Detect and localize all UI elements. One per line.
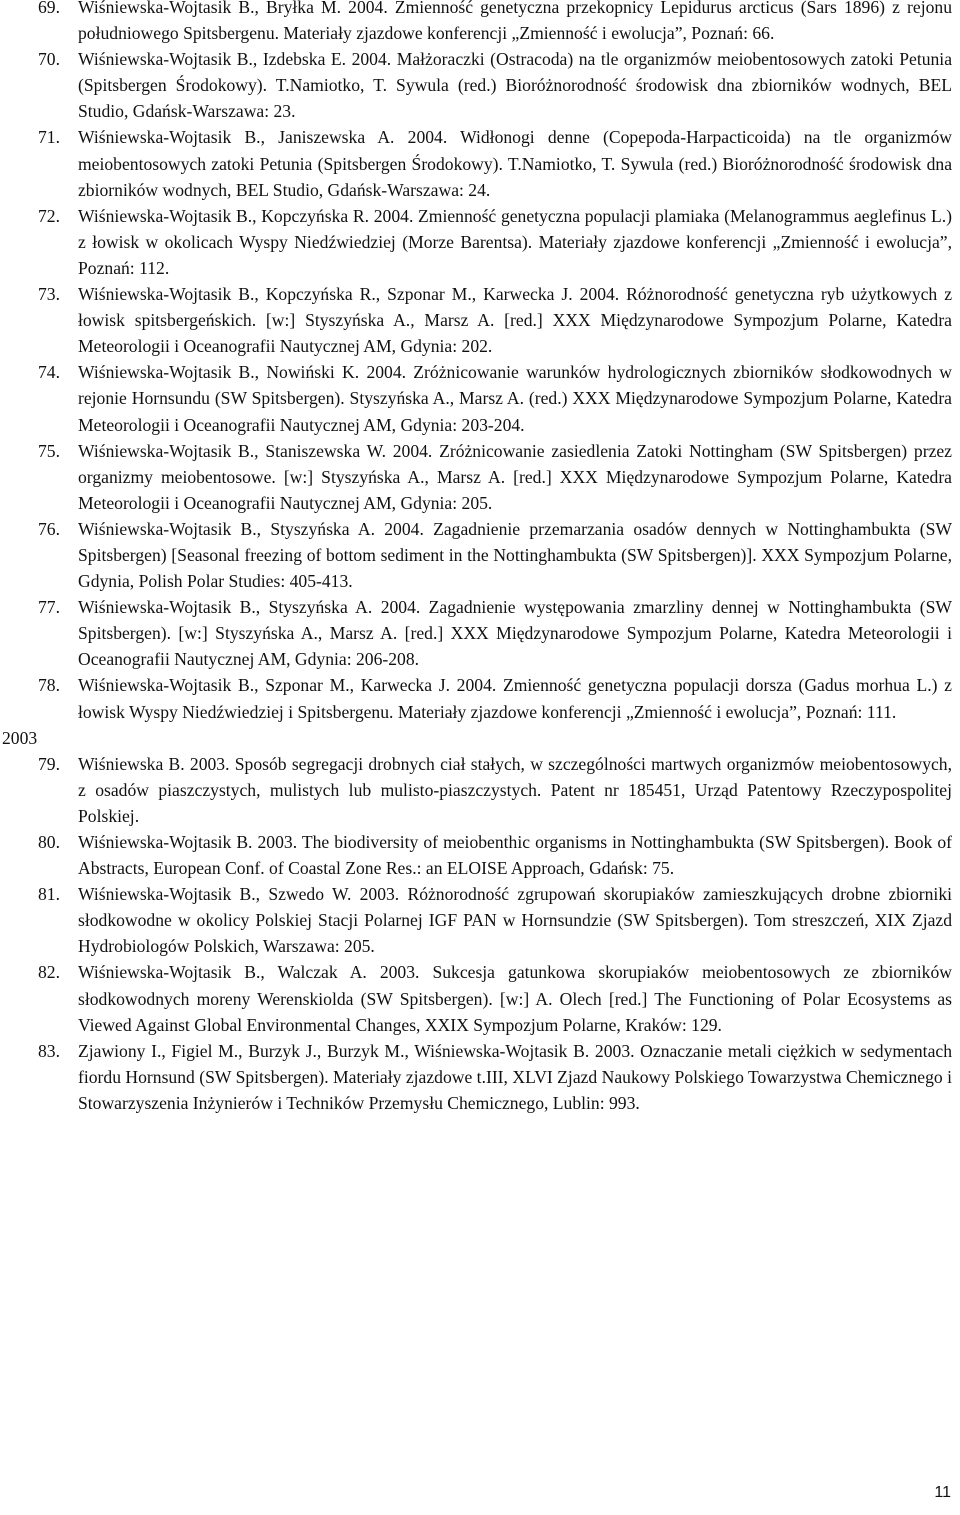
reference-entry: [0, 46, 960, 124]
reference-text: Wiśniewska-Wojtasik B., Nowiński K. 2004. Zróżnicowanie warunków hydrologicznych zbiorników słodkowodnych w rejonie Hornsundu (SW Spitsbergen). Styszyńska A., Marsz A. (red.) XXX Międzynarodowe Sympozjum Polarne, Katedra Meteorologii i Oceanografii Nautycznej AM, Gdynia: 203-204.: [78, 362, 952, 435]
reference-number: 83.: [38, 1040, 60, 1061]
reference-text: Wiśniewska-Wojtasik B., Kopczyńska R., Szponar M., Karwecka J. 2004. Różnorodność genetyczna ryb użytkowych z łowisk spitsbergeńskich. [w:] Styszyńska A., Marsz A. [red.] XXX Międzynarodowe Sympozjum Polarne, Katedra Meteorologii i Oceanografii Nautycznej AM, Gdynia: 202.: [78, 284, 952, 357]
reference-entry: [0, 0, 960, 46]
reference-number: 81.: [38, 884, 60, 905]
reference-text: Zjawiony I., Figiel M., Burzyk J., Burzyk M., Wiśniewska-Wojtasik B. 2003. Oznaczanie metali ciężkich w sedymentach fiordu Hornsund (SW Spitsbergen). Materiały zjazdowe t.III, XLVI Zjazd Naukowy Polskiego Towarzystwa Chemicznego i Stowarzyszenia Inżynierów i Techników Przemysłu Chemicznego, Lublin: 993.: [78, 1040, 952, 1113]
reference-entry: [0, 438, 960, 516]
reference-number: 73.: [38, 284, 60, 305]
reference-entry: [0, 516, 960, 594]
reference-number: 74.: [38, 362, 60, 383]
reference-text: Wiśniewska-Wojtasik B., Styszyńska A. 2004. Zagadnienie występowania zmarzliny dennej w Nottinghambukta (SW Spitsbergen). [w:] Styszyńska A., Marsz A. [red.] XXX Międzynarodowe Sympozjum Polarne, Katedra Meteorologii i Oceanografii Nautycznej AM, Gdynia: 206-208.: [78, 597, 952, 670]
reference-text: Wiśniewska-Wojtasik B., Szwedo W. 2003. Różnorodność zgrupowań skorupiaków zamieszkujących drobne zbiorniki słodkowodne w okolicy Polskiej Stacji Polarnej IGF PAN w Hornsundzie (SW Spitsbergen). Tom streszczeń, XIX Zjazd Hydrobiologów Polskich, Warszawa: 205.: [78, 884, 952, 957]
reference-entry: [0, 829, 960, 881]
reference-number: 72.: [38, 205, 60, 226]
reference-number: 71.: [38, 127, 60, 148]
reference-number: 78.: [38, 675, 60, 696]
reference-number: 77.: [38, 597, 60, 618]
reference-number: 70.: [38, 49, 60, 70]
reference-number: 79.: [38, 753, 60, 774]
reference-text: Wiśniewska-Wojtasik B., Staniszewska W. 2004. Zróżnicowanie zasiedlenia Zatoki Nottingham (SW Spitsbergen) przez organizmy meiobentosowe. [w:] Styszyńska A., Marsz A. [red.] XXX Międzynarodowe Sympozjum Polarne, Katedra Meteorologii i Oceanografii Nautycznej AM, Gdynia: 205.: [78, 440, 952, 513]
reference-number: 69.: [38, 0, 60, 17]
reference-entry: [0, 959, 960, 1037]
reference-text: Wiśniewska-Wojtasik B., Walczak A. 2003. Sukcesja gatunkowa skorupiaków meiobentosowych ze zbiorników słodkowodnych moreny Werenskiolda (SW Spitsbergen). [w:] A. Olech [red.] The Functioning of Polar Ecosystems as Viewed Against Global Environmental Changes, XXIX Sympozjum Polarne, Kraków: 129.: [78, 962, 952, 1035]
reference-text: Wiśniewska-Wojtasik B., Styszyńska A. 2004. Zagadnienie przemarzania osadów dennych w Nottinghambukta (SW Spitsbergen) [Seasonal freezing of bottom sediment in the Nottinghambukta (SW Spitsbergen)]. XXX Sympozjum Polarne, Gdynia, Polish Polar Studies: 405-413.: [78, 518, 952, 592]
reference-entry: [0, 881, 960, 959]
reference-text: Wiśniewska-Wojtasik B., Izdebska E. 2004. Małżoraczki (Ostracoda) na tle organizmów meiobentosowych zatoki Petunia (Spitsbergen Środokowy). T.Namiotko, T. Sywula (red.) Bioróżnorodność środowisk dna zbiorników wodnych, BEL Studio, Gdańsk-Warszawa: 23.: [78, 49, 952, 122]
reference-entry: [0, 281, 960, 359]
year-heading: 2003: [2, 727, 38, 748]
reference-number: 76.: [38, 518, 60, 539]
reference-text: Wiśniewska-Wojtasik B., Bryłka M. 2004. Zmienność genetyczna przekopnicy Lepidurus arcticus (Sars 1896) z rejonu południowego Spitsbergenu. Materiały zjazdowe konferencji „Zmienność i ewolucja”, Poznań: 66.: [78, 0, 952, 44]
entries-2003: [0, 751, 960, 1116]
reference-number: 75.: [38, 440, 60, 461]
entries-2004: [0, 0, 960, 725]
reference-number: 82.: [38, 962, 60, 983]
reference-number: 80.: [38, 832, 60, 852]
reference-text: Wiśniewska-Wojtasik B., Szponar M., Karwecka J. 2004. Zmienność genetyczna populacji dorsza (Gadus morhua L.) z łowisk Wyspy Niedźwiedziej i Spitsbergenu. Materiały zjazdowe konferencji „Zmienność i ewolucja”, Poznań: 111.: [78, 675, 952, 722]
reference-entry: [0, 672, 960, 724]
reference-entry: [0, 751, 960, 829]
page-number: 11: [934, 1484, 951, 1501]
reference-text: Wiśniewska-Wojtasik B., Kopczyńska R. 2004. Zmienność genetyczna populacji plamiaka (Melanogrammus aeglefinus L.) z łowisk w okolicach Wyspy Niedźwiedziej (Morze Barentsa). Materiały zjazdowe konferencji „Zmienność i ewolucja”, Poznań: 112.: [78, 205, 952, 278]
reference-text: Wiśniewska-Wojtasik B., Janiszewska A. 2004. Widłonogi denne (Copepoda-Harpacticoida) na tle organizmów meiobentosowych zatoki Petunia (Spitsbergen Środokowy). T.Namiotko, T. Sywula (red.) Bioróżnorodność środowisk dna zbiorników wodnych, BEL Studio, Gdańsk-Warszawa: 24.: [78, 127, 952, 200]
reference-text: Wiśniewska-Wojtasik B. 2003. The biodiversity of meiobenthic organisms in Nottinghambukta (SW Spitsbergen). Book of Abstracts, European Conf. of Coastal Zone Res.: an ELOISE Approach, Gdańsk: 75.: [78, 832, 952, 879]
reference-text: Wiśniewska B. 2003. Sposób segregacji drobnych ciał stałych, w szczególności martwych organizmów meiobentosowych, z osadów piaszczystych, mulistych lub mulisto-piaszczystych. Patent nr 185451, Urząd Patentowy Rzeczypospolitej Polskiej.: [78, 753, 952, 826]
reference-entry: [0, 1038, 960, 1116]
reference-entry: [0, 203, 960, 281]
reference-entry: [0, 594, 960, 672]
reference-entry: [0, 359, 960, 437]
reference-entry: [0, 124, 960, 202]
